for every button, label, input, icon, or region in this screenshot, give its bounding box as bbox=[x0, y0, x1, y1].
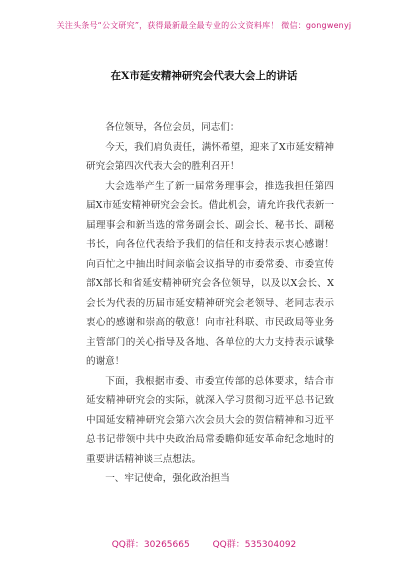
section-heading-1: 一、牢记使命，强化政治担当 bbox=[105, 473, 230, 484]
opening-paragraph: 今天，我们肩负责任，满怀希望，迎来了X市延安精神研究会第四次代表大会的胜利召开！ bbox=[86, 141, 334, 172]
intro-paragraph: 下面，我根据市委、市委宣传部的总体要求，结合市延安精神研究会的实际，就深入学习贯彻习近平总书记致中国延安精神研究会第六次会员大会的贺信精神和习近平总书记带领中共中央政治局常委瞻仰延安革命纪念地时的重要讲话精神谈三点想法。 bbox=[86, 375, 334, 465]
thanks-paragraph: 大会选举产生了新一届常务理事会，推选我担任第四届X市延安精神研究会会长。借此机会，请允许我代表新一届理事会和新当选的常务副会长、副会长、秘书长、副秘书长，向各位代表给予我们的信任和支持表示衷心感谢！向百忙之中抽出时间亲临会议指导的市委常委、市委宣传部X部长和省延安精神研究会各位领导，以及以X会长、X会长为代表的历届市延安精神研究会老领导、老同志表示衷心的感谢和崇高的敬意！向市社科联、市民政局等业务主管部门的关心指导及各地、各单位的大力支持表示诚挚的谢意！ bbox=[86, 180, 334, 367]
document-title: 在X市延安精神研究会代表大会上的讲话 bbox=[110, 70, 298, 82]
document-body bbox=[86, 118, 334, 489]
qq-group-1: QQ群：30265665 bbox=[111, 540, 190, 550]
header-banner: 关注头条号“公文研究”，获得最新最全最专业的公文资料库！ 微信：gongwenyj bbox=[56, 21, 352, 30]
salutation-paragraph: 各位领导，各位会员，同志们： bbox=[105, 122, 240, 133]
qq-group-2: QQ群：535304092 bbox=[212, 540, 297, 550]
footer bbox=[0, 537, 408, 550]
